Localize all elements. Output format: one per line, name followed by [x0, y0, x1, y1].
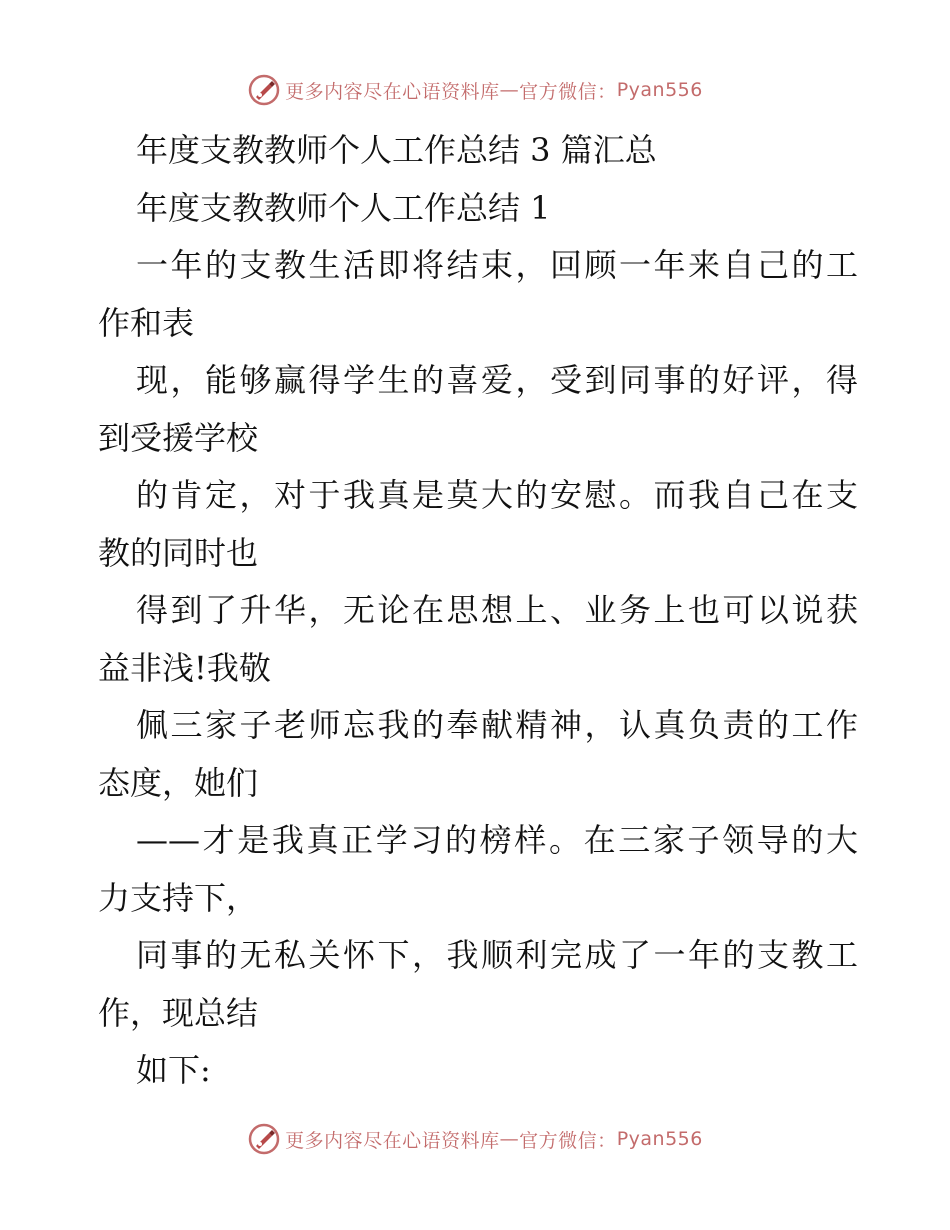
paragraph-line: 力支持下， [98, 878, 259, 917]
paragraph-line: 益非浅!我敬 [98, 648, 271, 687]
banner-site-name: 更多内容尽在心语资料库 [285, 1129, 500, 1152]
paragraph-line: 如下: [136, 1051, 211, 1089]
pen-logo-icon [247, 1122, 281, 1156]
document-subtitle: 年度支教教师个人工作总结 1 [136, 188, 551, 227]
paragraph-line: 作，现总结 [98, 993, 259, 1032]
banner-separator: — [499, 1128, 520, 1150]
document-title: 年度支教教师个人工作总结 3 篇汇总 [136, 131, 657, 169]
document-body [98, 122, 858, 1100]
paragraph-line: 作和表 [98, 303, 195, 342]
paragraph-line: 的肯定，对于我真是莫大的安慰。而我自己在支 [136, 476, 858, 514]
banner-separator: — [499, 79, 520, 101]
banner-contact-id: Pyan556 [616, 1128, 703, 1150]
paragraph-line: 同事的无私关怀下，我顺利完成了一年的支教工 [136, 936, 858, 974]
paragraph-line: 教的同时也 [98, 533, 259, 572]
footer-banner [0, 1119, 950, 1159]
banner-contact-label: 官方微信： [519, 1129, 617, 1152]
banner-contact-id: Pyan556 [616, 79, 703, 101]
paragraph-line: 一年的支教生活即将结束，回顾一年来自己的工 [136, 246, 858, 284]
paragraph-line: ——才是我真正学习的榜样。在三家子领导的大 [136, 821, 858, 859]
paragraph-line: 现，能够赢得学生的喜爱，受到同事的好评，得 [136, 361, 858, 399]
paragraph-line: 到受援学校 [98, 418, 259, 457]
paragraph-line: 佩三家子老师忘我的奉献精神，认真负责的工作 [136, 706, 858, 744]
banner-contact-label: 官方微信： [519, 80, 617, 103]
pen-logo-icon [247, 73, 281, 107]
paragraph-line: 得到了升华，无论在思想上、业务上也可以说获 [136, 591, 858, 629]
paragraph-line: 态度，她们 [98, 763, 259, 802]
banner-site-name: 更多内容尽在心语资料库 [285, 80, 500, 103]
header-banner [0, 70, 950, 110]
